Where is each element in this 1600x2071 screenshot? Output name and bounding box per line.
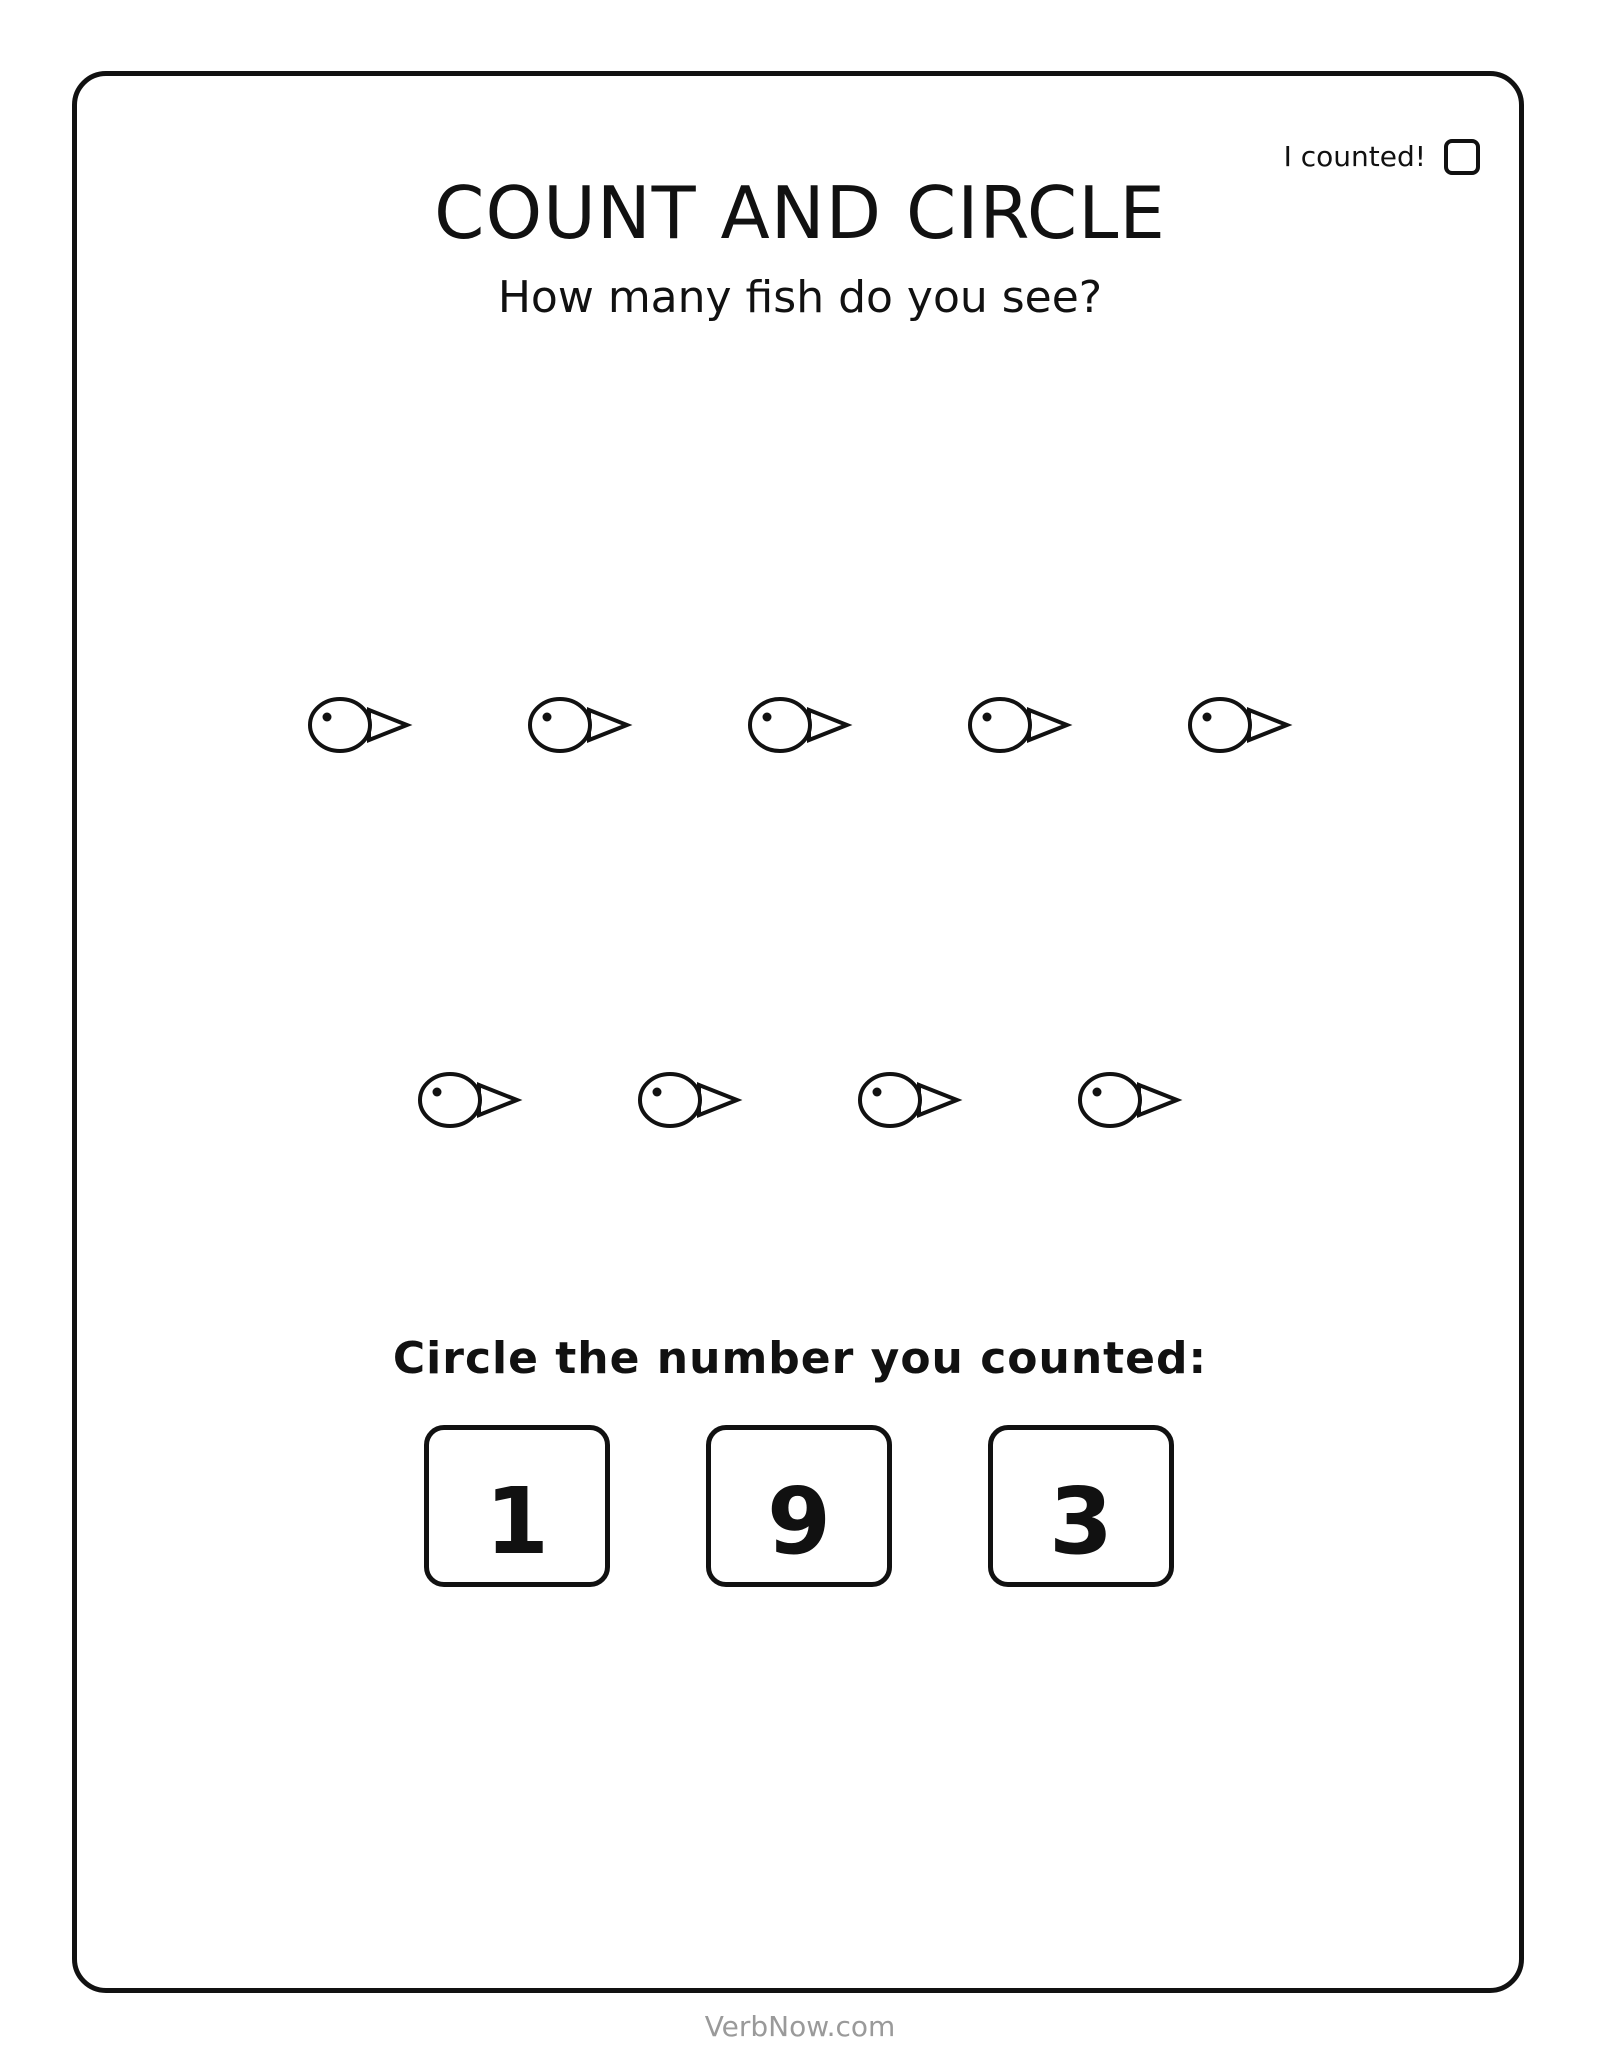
worksheet-question: How many fish do you see?: [497, 272, 1103, 323]
answer-prompt: Circle the number you counted:: [392, 1333, 1208, 1384]
fish-row-2: [0, 1065, 1600, 1135]
fish-icon: [305, 690, 415, 760]
fish-icon: [855, 1065, 965, 1135]
fish-icon: [1185, 690, 1295, 760]
fish-row-1: [0, 690, 1600, 760]
answer-choices: [0, 1425, 1600, 1587]
worksheet-border: [72, 71, 1524, 1993]
counted-checkbox-label: I counted!: [1283, 140, 1426, 173]
fish-icon: [415, 1065, 525, 1135]
site-footer: VerbNow.com: [704, 2010, 896, 2043]
choice-box-1[interactable]: 1: [424, 1425, 610, 1587]
fish-icon: [965, 690, 1075, 760]
fish-icon: [1075, 1065, 1185, 1135]
choice-box-2[interactable]: 9: [706, 1425, 892, 1587]
worksheet-title: COUNT AND CIRCLE: [434, 171, 1166, 255]
fish-icon: [635, 1065, 745, 1135]
choice-box-3[interactable]: 3: [988, 1425, 1174, 1587]
fish-icon: [745, 690, 855, 760]
fish-icon: [525, 690, 635, 760]
